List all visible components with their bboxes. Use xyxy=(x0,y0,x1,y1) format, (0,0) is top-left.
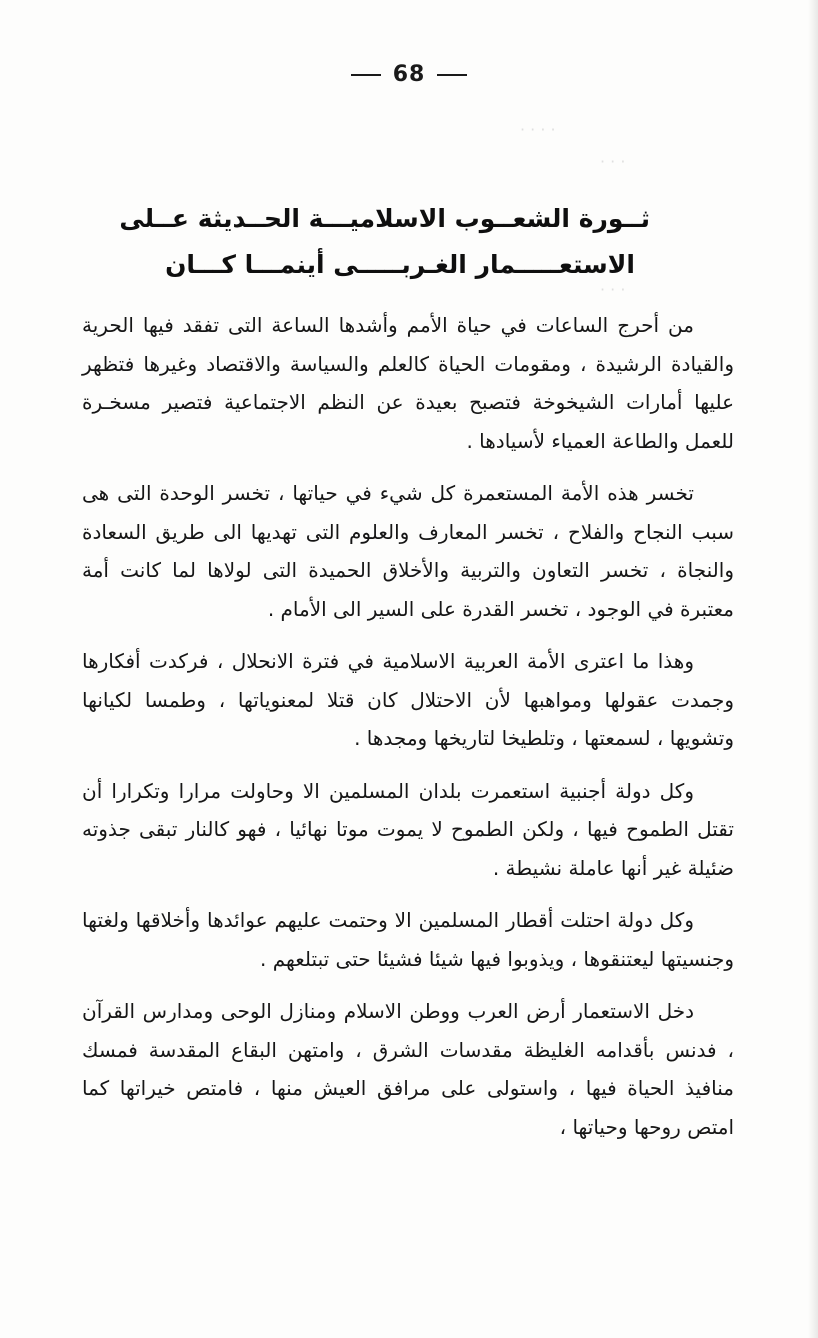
bleed-through-noise: · · · · xyxy=(520,120,556,139)
paragraph-3: وهذا ما اعترى الأمة العربية الاسلامية في فترة الانحلال ، فركدت أفكارها وجمدت عقولها ومواهبها لأن الاحتلال كان قتلا لمعنوياتها ، وطمسا لكيانها وتشويها ، لسمعتها ، وتلطيخا لتاريخها ومجدها . xyxy=(82,649,734,750)
page-number-dash-right xyxy=(437,74,467,76)
page-number-value: 68 xyxy=(392,62,426,87)
page-number xyxy=(0,62,818,87)
paragraph-6: دخل الاستعمار أرض العرب ووطن الاسلام ومنازل الوحى ومدارس القرآن ، فدنس بأقدامه الغليظة مقدسات الشرق ، وامتهن البقاع المقدسة فمسك منافيذ الحياة فيها ، واستولى على مرافق العيش منها ، فامتص خيراتها كما امتص روحها وحياتها ، xyxy=(82,999,734,1139)
body-text xyxy=(82,306,734,1160)
chapter-title-line-1: ثــورة الشعــوب الاسلاميـــة الحــديثة عــلى xyxy=(119,204,650,233)
bleed-through-noise: · · · xyxy=(600,280,626,299)
chapter-title-line-2: الاستعـــــمار الغـربـــــى أينمـــا كـــان xyxy=(165,250,635,279)
page-edge-shadow xyxy=(808,0,818,1338)
page-number-dash-left xyxy=(351,74,381,76)
paragraph-5: وكل دولة احتلت أقطار المسلمين الا وحتمت عليهم عوائدها وأخلاقها ولغتها وجنسيتها ليعتنقوها ، ويذوبوا فيها شيئا فشيئا حتى تبتلعهم . xyxy=(82,908,734,971)
paragraph-4: وكل دولة أجنبية استعمرت بلدان المسلمين الا وحاولت مرارا وتكرارا أن تقتل الطموح فيها ، ولكن الطموح لا يموت موتا نهائيا ، فهو كالنار تبقى جذوته ضئيلة غير أنها عاملة نشيطة . xyxy=(82,778,734,880)
paragraph-2: تخسر هذه الأمة المستعمرة كل شيء في حياتها ، تخسر الوحدة التى هى سبب النجاح والفلاح ، تخسر المعارف والعلوم التى تهديها الى طريق السعادة والنجاة ، تخسر التعاون والتربية والأخلاق الحميدة التى لولاها لما كانت أمة معتبرة في الوجود ، تخسر القدرة على السير الى الأمام . xyxy=(82,481,734,621)
chapter-title xyxy=(119,196,650,288)
bleed-through-noise: · · · xyxy=(600,152,626,171)
paragraph-1: من أحرج الساعات في حياة الأمم وأشدها الساعة التى تفقد فيها الحرية والقيادة الرشيدة ، ومقومات الحياة كالعلم والسياسة والاقتصاد وغيرها فتظهر عليها أمارات الشيخوخة فتصبح بعيدة عن النظم الاجتماعية فتصير مسخـرة للعمل والطاعة العمياء لأسيادها . xyxy=(82,313,734,453)
